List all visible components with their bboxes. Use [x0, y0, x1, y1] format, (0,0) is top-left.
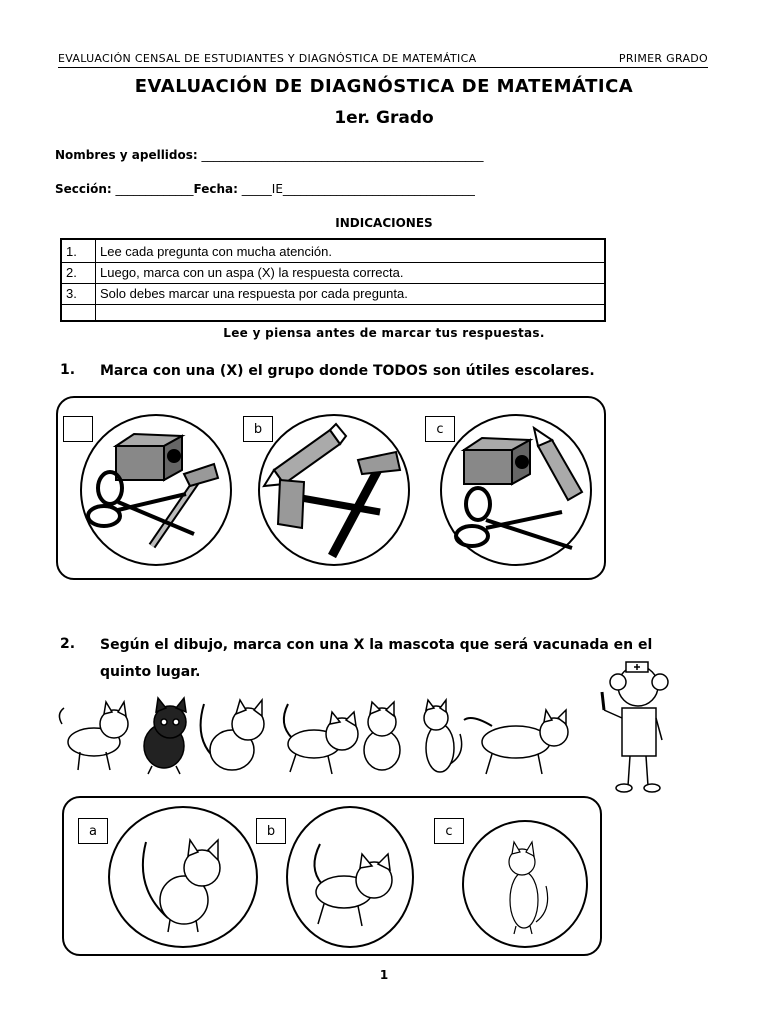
- instruction-number: 1.: [66, 244, 77, 259]
- pencil-axe-hammer-icon: [260, 416, 412, 568]
- question-2-text: Según el dibujo, marca con una X la mascota que será vacunada en el quinto lugar.: [100, 637, 653, 680]
- date-label: Fecha:: [193, 182, 238, 196]
- question-1-option-a-circle[interactable]: [80, 414, 232, 566]
- instruction-text: Luego, marca con un aspa (X) la respuesta correcta.: [100, 265, 404, 280]
- instructions-rule: [62, 262, 604, 263]
- cat-1-icon: [59, 702, 128, 770]
- question-1-number: 1.: [60, 362, 76, 378]
- instruction-text: Solo debes marcar una respuesta por cada pregunta.: [100, 286, 408, 301]
- ie-label: IE: [271, 182, 283, 196]
- question-2-option-b-box[interactable]: b: [256, 818, 286, 844]
- page-title: EVALUACIÓN DE DIAGNÓSTICA DE MATEMÁTICA: [134, 76, 634, 97]
- ie-field[interactable]: ________________________________: [282, 182, 475, 196]
- instructions-rule: [62, 304, 604, 305]
- instruction-item: [66, 244, 332, 259]
- instruction-text: Lee cada pregunta con mucha atención.: [100, 244, 333, 259]
- instruction-number: 2.: [66, 265, 77, 280]
- section-field[interactable]: _____________: [111, 182, 194, 196]
- sharpener-scissors-hammer-icon: [82, 416, 234, 568]
- page-subtitle: 1er. Grado: [334, 108, 434, 128]
- sharpener-pencil-scissors-icon: [442, 416, 594, 568]
- instruction-number: 3.: [66, 286, 77, 301]
- question-1-option-b-circle[interactable]: [258, 414, 410, 566]
- instructions-box: [60, 238, 606, 322]
- question-1-option-c-circle[interactable]: [440, 414, 592, 566]
- question-1-option-c-box[interactable]: c: [425, 416, 455, 442]
- instruction-item: [66, 265, 404, 280]
- cat-option-a-icon: [110, 808, 260, 950]
- cat-7-icon: [464, 710, 568, 774]
- nurse-illustration: [598, 656, 688, 796]
- page-number: 1: [379, 968, 389, 982]
- question-2-option-a-circle[interactable]: [108, 806, 258, 948]
- cats-queue-illustration: [52, 694, 592, 784]
- question-1-option-a-box[interactable]: [63, 416, 93, 442]
- question-2-option-c-circle[interactable]: [462, 820, 588, 948]
- section-date-row: [55, 182, 475, 196]
- cat-option-b-icon: [288, 808, 416, 950]
- reminder-text: Lee y piensa antes de marcar tus respuestas.: [223, 326, 545, 340]
- header-right-text: PRIMER GRADO: [618, 52, 708, 65]
- cat-6-icon: [424, 700, 462, 772]
- question-1-option-b-box[interactable]: b: [243, 416, 273, 442]
- cat-5-icon: [364, 702, 400, 770]
- page-header: [58, 52, 708, 68]
- question-1-text: Marca con una (X) el grupo donde TODOS son útiles escolares.: [100, 363, 595, 379]
- cat-option-c-icon: [464, 822, 590, 950]
- instruction-item: [66, 286, 408, 301]
- question-2-option-c-box[interactable]: c: [434, 818, 464, 844]
- cat-3-icon: [201, 700, 264, 770]
- question-2-option-b-circle[interactable]: [286, 806, 414, 948]
- header-left-text: EVALUACIÓN CENSAL DE ESTUDIANTES Y DIAGNÓSTICA DE MATEMÁTICA: [58, 52, 477, 65]
- instructions-rule: [62, 283, 604, 284]
- instructions-title: INDICACIONES: [335, 216, 433, 230]
- name-field[interactable]: _______________________________________________: [197, 148, 484, 162]
- section-label: Sección:: [55, 182, 112, 196]
- cat-4-icon: [284, 704, 358, 774]
- question-2-option-a-box[interactable]: a: [78, 818, 108, 844]
- question-2-number: 2.: [60, 636, 76, 652]
- name-field-row: [55, 148, 484, 162]
- name-label: Nombres y apellidos:: [55, 148, 198, 162]
- cat-2-icon: [144, 698, 186, 774]
- date-field[interactable]: _____: [237, 182, 272, 196]
